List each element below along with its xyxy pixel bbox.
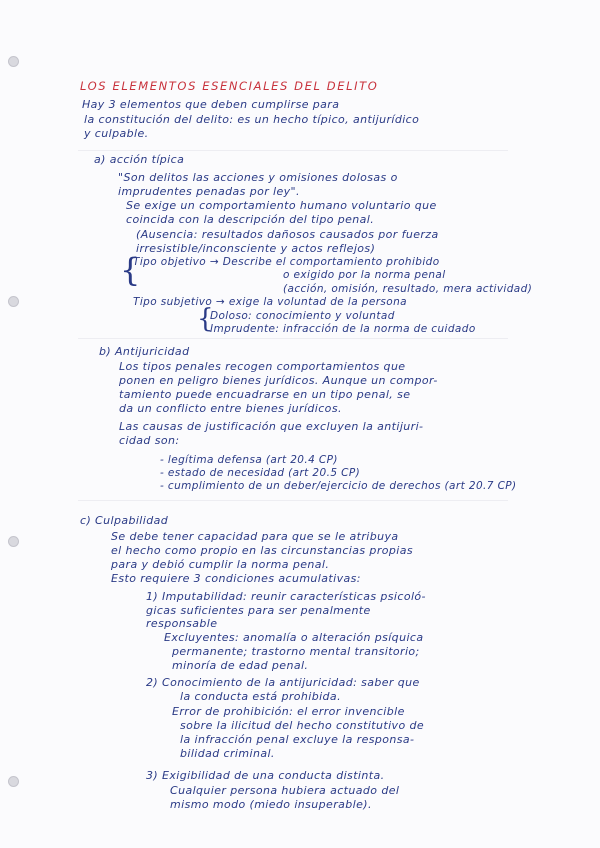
section-b-line: - legítima defensa (art 20.4 CP) [160,454,338,466]
subjetivo-brace: { [197,304,214,334]
section-a-line: coincida con la descripción del tipo penal. [126,213,375,226]
section-c-line: Se debe tener capacidad para que se le atribuya [111,530,399,543]
section-b-line: ponen en peligro bienes jurídicos. Aunque un compor- [119,374,438,387]
section-c-line: minoría de edad penal. [172,659,309,672]
section-a-line: (Ausencia: resultados dañosos causados por fuerza [136,228,439,241]
section-a-line: (acción, omisión, resultado, mera actividad) [283,283,533,295]
section-a-line: Imprudente: infracción de la norma de cuidado [210,323,476,335]
binder-hole [8,776,19,787]
section-a-line: Doloso: conocimiento y voluntad [210,310,395,322]
section-a-line: "Son delitos las acciones y omisiones dolosas o [118,171,398,184]
section-b-line: cidad son: [119,434,180,447]
section-c-line: bilidad criminal. [180,747,275,760]
section-b-line: Las causas de justificación que excluyen la antijuri- [119,420,424,433]
binder-hole [8,296,19,307]
section-b-line: Los tipos penales recogen comportamientos que [119,360,406,373]
section-c-line: Excluyentes: anomalía o alteración psíquica [164,631,424,644]
page-title: LOS ELEMENTOS ESENCIALES DEL DELITO [80,79,379,93]
binder-hole [8,536,19,547]
section-a-line: irresistible/inconsciente y actos reflejos) [136,242,376,255]
section-a-heading: a) acción típica [94,153,185,166]
section-c-line: la conducta está prohibida. [180,690,341,703]
section-c-line: sobre la ilicitud del hecho constitutivo de [180,719,425,732]
section-divider [78,500,508,501]
section-b-line: tamiento puede encuadrarse en un tipo penal, se [119,388,411,401]
section-a-line: o exigido por la norma penal [283,269,446,281]
section-a-line: Tipo subjetivo → exige la voluntad de la persona [133,296,408,308]
intro-line: la constitución del delito: es un hecho típico, antijurídico [84,113,420,126]
section-c-line: el hecho como propio en las circunstancias propias [111,544,413,557]
section-b-heading: b) Antijuricidad [99,345,190,358]
section-c-line: mismo modo (miedo insuperable). [170,798,372,811]
section-a-line: Tipo objetivo → Describe el comportamiento prohibido [133,256,440,268]
section-divider [78,150,508,151]
intro-line: Hay 3 elementos que deben cumplirse para [82,98,340,111]
section-c-heading: c) Culpabilidad [80,514,169,527]
intro-line: y culpable. [84,127,149,140]
section-a-line: Se exige un comportamiento humano voluntario que [126,199,437,212]
section-c-line: 3) Exigibilidad de una conducta distinta. [146,769,385,782]
tipo-brace: { [120,251,141,289]
section-c-line: para y debió cumplir la norma penal. [111,558,330,571]
section-a-line: imprudentes penadas por ley". [118,185,300,198]
section-b-line: da un conflicto entre bienes jurídicos. [119,402,342,415]
section-b-line: - estado de necesidad (art 20.5 CP) [160,467,361,479]
section-c-line: 2) Conocimiento de la antijuricidad: saber que [146,676,420,689]
binder-hole [8,56,19,67]
section-c-line: Error de prohibición: el error invencible [172,705,405,718]
section-divider [78,338,508,339]
section-c-line: Esto requiere 3 condiciones acumulativas: [111,572,361,585]
section-c-line: permanente; trastorno mental transitorio; [172,645,420,658]
section-c-line: 1) Imputabilidad: reunir características psicoló- [146,590,426,603]
section-c-line: Cualquier persona hubiera actuado del [170,784,400,797]
section-b-line: - cumplimiento de un deber/ejercicio de derechos (art 20.7 CP) [160,480,517,492]
section-c-line: gicas suficientes para ser penalmente [146,604,371,617]
section-c-line: responsable [146,617,218,630]
section-c-line: la infracción penal excluye la responsa- [180,733,415,746]
